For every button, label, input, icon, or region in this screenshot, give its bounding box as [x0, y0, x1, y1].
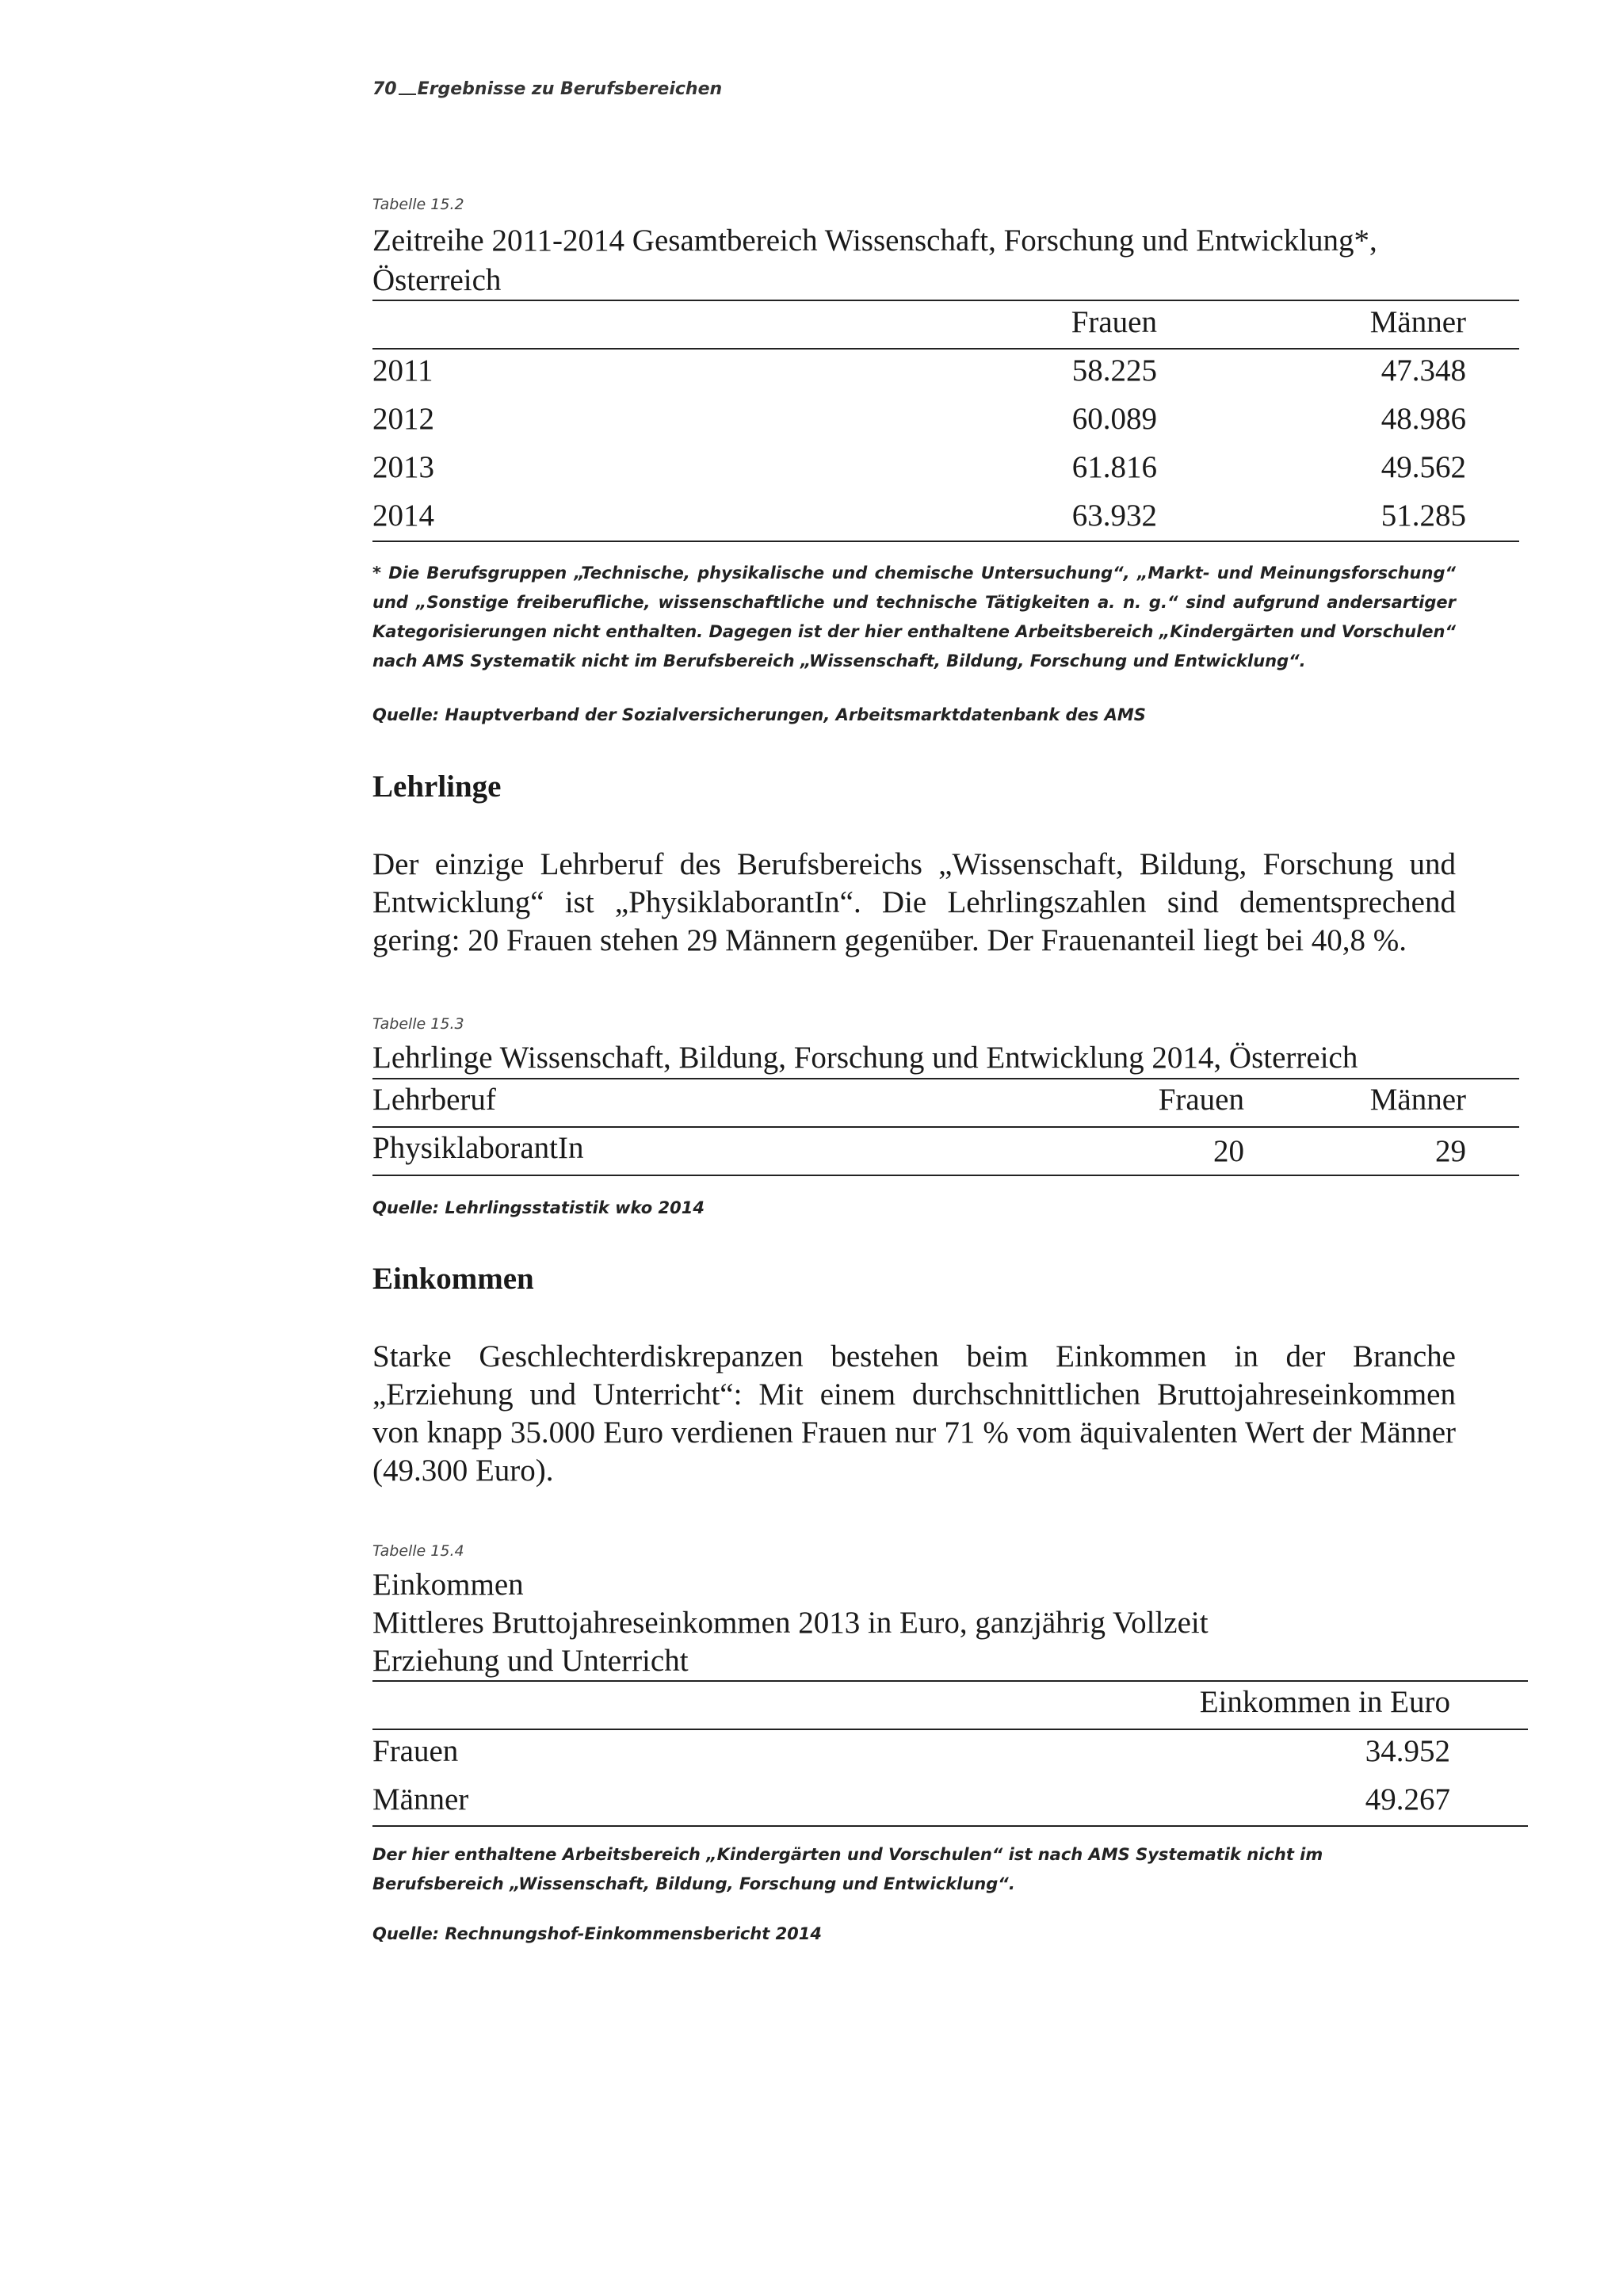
table-15-4-title-line2: Mittleres Bruttojahreseinkommen 2013 in Euro, ganzjährig Vollzeit — [372, 1606, 1209, 1640]
table-15-2-title-line1: Zeitreihe 2011-2014 Gesamtbereich Wissenschaft, Forschung und Entwicklung*, — [372, 223, 1377, 258]
table-15-4-col-einkommen: Einkommen in Euro — [1199, 1685, 1450, 1719]
table-cell-maenner: 48.986 — [1381, 402, 1466, 436]
table-15-2-col-maenner: Männer — [1369, 305, 1466, 339]
table-15-4-footnote: Der hier enthaltene Arbeitsbereich „Kindergärten und Vorschulen“ ist nach AMS Systematik nicht im Berufsbereich „Wissenschaft, Bildung, Forschung und Entwicklung“. — [372, 1845, 1323, 1893]
table-15-2-header-rule — [372, 348, 1519, 350]
table-15-4-row-label: Männer — [372, 1782, 469, 1817]
table-15-4-row-value: 49.267 — [1365, 1782, 1450, 1817]
table-15-3-col-lehrberuf: Lehrberuf — [372, 1083, 496, 1117]
table-15-2-bottom-rule — [372, 541, 1519, 542]
table-cell-frauen: 61.816 — [1071, 450, 1157, 484]
table-row-year: 2012 — [372, 402, 434, 436]
table-15-3-cell-frauen: 20 — [1213, 1134, 1244, 1168]
header-rule — [399, 94, 416, 95]
table-row-year: 2011 — [372, 353, 433, 388]
table-15-2-label: Tabelle 15.2 — [372, 196, 464, 213]
table-15-3-label: Tabelle 15.3 — [372, 1015, 464, 1033]
page-number: 70 — [372, 79, 397, 99]
table-15-2-col-frauen: Frauen — [1071, 305, 1157, 339]
paragraph-lehrlinge: Der einzige Lehrberuf des Berufsbereichs „Wissenschaft, Bildung, Forschung und Entwicklung“ ist „PhysiklaborantIn“. Die Lehrlingszahlen sind dementsprechend gering: 20 Frauen stehen 29 Männern gegenüber. Der Frauenanteil liegt bei 40,8 %. — [372, 847, 1456, 957]
table-15-2-footnote: * Die Berufsgruppen „Technische, physikalische und chemische Untersuchung“, „Markt- und Meinungsforschung“ und „Sonstige freiberufliche, wissenschaftliche und technische Tätigkeiten a. n. g.“ sind aufgrund andersartiger Kategorisierungen nicht enthalten. Dagegen ist der hier enthaltene Arbeitsbereich „Kindergärten und Vorschulen“ nach AMS Systematik nicht im Berufsbereich „Wissenschaft, Bildung, Forschung und Entwicklung“. — [372, 563, 1456, 670]
table-15-3-title: Lehrlinge Wissenschaft, Bildung, Forschung und Entwicklung 2014, Österreich — [372, 1041, 1358, 1075]
table-15-4-source: Quelle: Rechnungshof-Einkommensbericht 2014 — [372, 1924, 823, 1943]
table-cell-maenner: 49.562 — [1381, 450, 1466, 484]
table-15-4-row-value: 34.952 — [1365, 1734, 1450, 1768]
table-15-4-title-line1: Einkommen — [372, 1568, 524, 1602]
table-15-3-top-rule — [372, 1078, 1519, 1079]
table-15-2-source: Quelle: Hauptverband der Sozialversicherungen, Arbeitsmarktdatenbank des AMS — [372, 705, 1146, 724]
table-15-4-bottom-rule — [372, 1825, 1528, 1827]
table-cell-frauen: 58.225 — [1071, 353, 1157, 388]
table-15-4-title-line3: Erziehung und Unterricht — [372, 1644, 689, 1678]
table-15-3-header-rule — [372, 1126, 1519, 1128]
section-name: Ergebnisse zu Berufsbereichen — [417, 79, 723, 99]
table-15-3-cell-lehrberuf: PhysiklaborantIn — [372, 1131, 584, 1165]
paragraph-einkommen: Starke Geschlechterdiskrepanzen bestehen beim Einkommen in der Branche „Erziehung und Unterricht“: Mit einem durchschnittlichen Bruttojahreseinkommen von knapp 35.000 Euro verdienen Frauen nur 71 % vom äquivalenten Wert der Männer (49.300 Euro). — [372, 1339, 1456, 1488]
table-cell-maenner: 51.285 — [1381, 499, 1466, 533]
table-cell-frauen: 60.089 — [1071, 402, 1157, 436]
table-15-4-label: Tabelle 15.4 — [372, 1542, 464, 1560]
section-heading-lehrlinge: Lehrlinge — [372, 770, 502, 804]
table-cell-frauen: 63.932 — [1071, 499, 1157, 533]
table-15-4-header-rule — [372, 1729, 1528, 1730]
table-cell-maenner: 47.348 — [1381, 353, 1466, 388]
table-15-3-col-maenner: Männer — [1369, 1083, 1466, 1117]
table-15-3-source: Quelle: Lehrlingsstatistik wko 2014 — [372, 1198, 705, 1217]
running-header — [372, 79, 722, 99]
table-row-year: 2013 — [372, 450, 434, 484]
table-15-2-title-line2: Österreich — [372, 263, 502, 297]
table-15-4-row-label: Frauen — [372, 1734, 459, 1768]
table-15-2-top-rule — [372, 300, 1519, 301]
table-15-3-cell-maenner: 29 — [1435, 1134, 1466, 1168]
table-15-4-top-rule — [372, 1680, 1528, 1682]
table-row-year: 2014 — [372, 499, 434, 533]
section-heading-einkommen: Einkommen — [372, 1262, 534, 1296]
table-15-3-col-frauen: Frauen — [1158, 1083, 1244, 1117]
table-15-3-bottom-rule — [372, 1175, 1519, 1176]
